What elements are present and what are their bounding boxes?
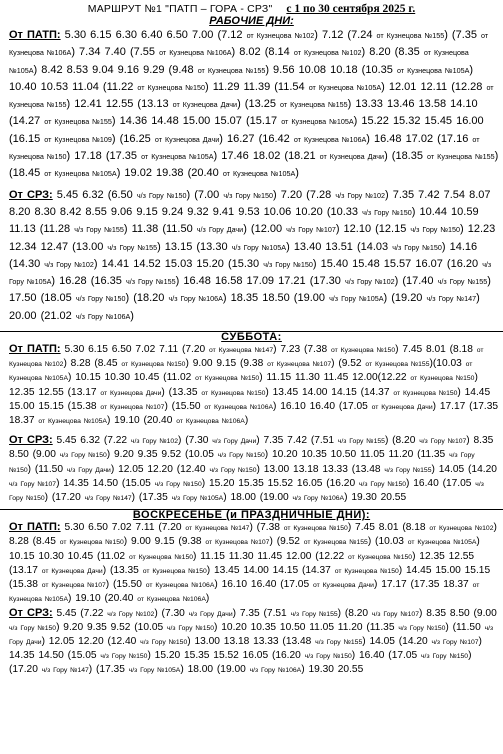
route-note: от Кузнецова №155	[197, 65, 266, 75]
route-note: ч/з Гору №155	[74, 225, 124, 235]
route-note: ч/з Гору №150	[75, 294, 126, 304]
route-note: ч/з Гору №150	[154, 480, 202, 488]
times-list: 5.45 (7.22 ч/з Гору №102) (7.30 ч/з Гору Дачи) 7.35 (7.51 ч/з Гору №155) (8.20 ч/з Гору №107) 8.35 8.50 (9.00 ч/з Гору №150) 9.20 9.35 9.52 (10.05 ч/з Гору №150) 10.20 10.35 10.50 11.05 11.20 (11.35 ч/з Гору №150) (11.50 ч/з Гору Дачи) 12.05 12.20 (12.40 ч/з Гору №150) 13.00 13.18 13.33 (13.48 ч/з Гору №155) 14.05 (14.20 ч/з Гору №107) 14.35 14.50 (15.05 ч/з Гору №150) 15.20 15.35 15.52 16.05 (16.20 ч/з Гору №150) 16.40 (17.05 ч/з Гору №150) (17.20 ч/з Гору №147) (17.35 ч/з Гору №105А) 18.00 (19.00 ч/з Гору №106А) 19.30 20.55	[9, 607, 497, 676]
route-note: от Кузнецова №102	[429, 525, 494, 533]
route-note: ч/з Гору №106А	[75, 311, 131, 321]
weekdays-from-srz	[0, 187, 503, 325]
times-list: 5.30 6.50 7.02 7.11 (7.20 от Кузнецова №147) (7.38 от Кузнецова №150) 7.45 8.01 (8.18 от Кузнецова №102) 8.28 (8.45 от Кузнецова №150) 9.00 9.15 (9.38 от Кузнецова №107) (9.52 от Кузнецова №155) (10.03 от Кузнецова №105А) 10.15 10.30 10.45 (11.02 от Кузнецова №150) 11.15 11.30 11.45 12.00 (12.22 от Кузнецова №150) 12.35 12.55 (13.17 от Кузнецова Дачи) (13.35 от Кузнецова №150) 13.45 14.00 14.15 (14.37 от Кузнецова №150) 14.45 15.00 15.15 (15.38 от Кузнецова №107) (15.50 от Кузнецова №106А) 16.10 16.40 (17.05 от Кузнецова Дачи) 17.17 (17.35 18.37 от Кузнецова №105А) 19.10 (20.40 от Кузнецова №106А)	[9, 522, 497, 605]
route-note: ч/з Гору №102	[335, 190, 385, 200]
route-note: от Кузнецова №105А	[396, 65, 470, 75]
route-note: от Кузнецова №106А	[145, 582, 215, 590]
route-note: от Кузнецова №155	[44, 117, 112, 127]
route-note: ч/з Гору №150	[217, 452, 265, 460]
route-note: ч/з Гору №105А	[171, 495, 224, 503]
route-note: ч/з Гору №150	[9, 480, 484, 503]
route-note: от Кузнецова №147	[185, 525, 250, 533]
route-note: от Кузнецова №155	[365, 361, 430, 369]
route-note: ч/з Гору №106А	[292, 495, 345, 503]
route-note: от Кузнецова №155	[303, 539, 368, 547]
route-note: от Кузнецова №105А	[38, 418, 107, 426]
route-note: ч/з Гору №150	[223, 190, 273, 200]
route-note: от Кузнецова Дачи	[100, 389, 162, 397]
route-note: от Кузнецова №105А	[407, 539, 477, 547]
route-note: от Кузнецова №106А	[293, 134, 367, 144]
route-note: ч/з Гору №155	[337, 438, 385, 446]
route-note: ч/з Гору №155	[107, 242, 158, 252]
times-list: 5.30 6.15 6.50 7.02 7.11 (7.20 от Кузнецова №147) 7.23 (7.38 от Кузнецова №150) 7.45 8.01 (8.18 от Кузнецова №102) 8.28 (8.45 от Кузнецова №150) 9.00 9.15 (9.38 от Кузнецова №107) (9.52 от Кузнецова №155)(10.03 от Кузнецова №105А) 10.15 10.30 10.45 (11.02 от Кузнецова №150) 11.15 11.30 11.45 12.00(12.22 от Кузнецова №150) 12.35 12.55 (13.17 от Кузнецова Дачи) (13.35 от Кузнецова №150) 13.45 14.00 14.15 (14.37 от Кузнецова №150) 14.45 15.00 15.15 (15.38 от Кузнецова №107) (15.50 от Кузнецова №106А) 16.10 16.40 (17.05 от Кузнецова Дачи) 17.17 (17.35 18.37 от Кузнецова №105А) 19.10 (20.40 от Кузнецова №106А)	[9, 344, 499, 427]
route-note: ч/з Гору №105А	[231, 242, 287, 252]
route-note: от Кузнецова №106А	[159, 48, 232, 58]
route-note: ч/з Гору №150	[209, 466, 257, 474]
route-note: ч/з Гору №107	[9, 480, 57, 488]
route-note: от Кузнецова Дачи	[319, 152, 385, 162]
route-note: ч/з Гору №150	[136, 190, 187, 200]
route-note: ч/з Гору №105А	[128, 667, 181, 675]
route-note: ч/з Гору №105А	[329, 294, 384, 304]
route-note: ч/з Гору №155	[437, 277, 488, 287]
route-note: от Кузнецова №150	[201, 389, 266, 397]
route-note: от Кузнецова №105А	[281, 117, 354, 127]
route-note: от Кузнецова №109	[44, 134, 112, 144]
route-note: ч/з Гору №150	[358, 480, 407, 488]
route-note: ч/з Гору №102	[344, 277, 395, 287]
stop-label: От СРЗ:	[9, 606, 53, 619]
route-note: от Кузнецова №106А	[9, 31, 489, 58]
route-note: ч/з Гору №102	[44, 259, 94, 269]
route-note: от Кузнецова №147	[209, 347, 274, 355]
route-note: ч/з Гору №150	[9, 624, 57, 632]
date-range: с 1 по 30 сентября 2025 г.	[286, 3, 416, 15]
route-note: от Кузнецова Дачи	[41, 567, 103, 575]
route-note: ч/з Гору №106А	[168, 294, 223, 304]
section-title-weekdays: РАБОЧИЕ ДНИ:	[209, 15, 294, 27]
route-note: ч/з Гору №147	[426, 294, 477, 304]
route-note: ч/з Гору №102	[130, 438, 178, 446]
route-note: от Кузнецова №150	[334, 567, 399, 575]
route-note: от Кузнецова №150	[137, 82, 206, 92]
sunday-from-srz	[0, 607, 503, 678]
stop-label: От ПАТП:	[9, 29, 61, 41]
times-list: 5.45 6.32 (7.22 ч/з Гору №102) (7.30 ч/з Гору Дачи) 7.35 7.42 (7.51 ч/з Гору №155) (8.20 ч/з Гору №107) 8.35 8.50 (9.00 ч/з Гору №150) 9.20 9.35 9.52 (10.05 ч/з Гору №150) 10.20 10.35 10.50 11.05 11.20 (11.35 ч/з Гору №150) (11.50 ч/з Гору Дачи) 12.05 12.20 (12.40 ч/з Гору №150) 13.00 13.18 13.33 (13.48 ч/з Гору №155) 14.05 (14.20 ч/з Гору №107) 14.35 14.50 (15.05 ч/з Гору №150) 15.20 15.35 15.52 16.05 (16.20 ч/з Гору №150) 16.40 (17.05 ч/з Гору №150) (17.20 ч/з Гору №147) (17.35 ч/з Гору №105А) 18.00 (19.00 ч/з Гору №106А) 19.30 20.55	[9, 435, 497, 504]
stop-label: От ПАТП:	[9, 343, 61, 356]
route-note: от Кузнецова №106А	[176, 418, 245, 426]
section-weekdays	[0, 16, 503, 331]
route-note: от Кузнецова №105А	[222, 169, 296, 179]
route-note: ч/з Гору №106А	[249, 667, 302, 675]
route-note: ч/з Гору №107	[286, 225, 336, 235]
route-note: от Кузнецова №155	[376, 31, 445, 40]
route-note: ч/з Гору №107	[431, 638, 479, 646]
times-list: 5.30 6.15 6.30 6.40 6.50 7.00 (7.12 от Кузнецова №102) 7.12 (7.24 от Кузнецова №155) (7.35 от Кузнецова №106А) 7.34 7.40 (7.55 от Кузнецова №106А) 8.02 (8.14 от Кузнецова №102) 8.20 (8.35 от Кузнецова №105А) 8.42 8.53 9.04 9.16 9.29 (9.48 от Кузнецова №155) 9.56 10.08 10.18 (10.35 от Кузнецова №105А) 10.40 10.53 11.04 (11.22 от Кузнецова №150) 11.29 11.39 (11.54 от Кузнецова №105А) 12.01 12.11 (12.28 от Кузнецова №155) 12.41 12.55 (13.13 от Кузнецова Дачи) (13.25 от Кузнецова №155) 13.33 13.46 13.58 14.10 (14.27 от Кузнецова №155) 14.36 14.48 15.00 15.07 (15.17 от Кузнецова №105А) 15.22 15.32 15.45 16.00 (16.15 от Кузнецова №109) (16.25 от Кузнецова Дачи) 16.27 (16.42 от Кузнецова №106А) 16.48 17.02 (17.16 от Кузнецова №150) 17.18 (17.35 от Кузнецова №105А) 17.46 18.02 (18.21 от Кузнецова Дачи) (18.35 от Кузнецова №155) (18.45 от Кузнецова №105А) 19.02 19.38 (20.40 от Кузнецова №105А)	[9, 29, 499, 180]
route-note: ч/з Гору №150	[362, 207, 412, 217]
saturday-from-srz	[0, 434, 503, 505]
route-note: ч/з Гору №155	[384, 466, 432, 474]
route-title: МАРШРУТ №1 "ПАТП – ГОРА - СРЗ"	[87, 3, 273, 15]
stop-label: От СРЗ:	[9, 188, 53, 201]
route-note: ч/з Гору Дачи	[66, 466, 111, 474]
route-note: ч/з Гору №150	[304, 653, 352, 661]
route-note: от Кузнецова №155	[427, 152, 495, 162]
route-note: ч/з Гору №102	[107, 610, 155, 618]
route-note: ч/з Гору Дачи	[9, 624, 494, 646]
route-note: ч/з Гору №147	[84, 495, 132, 503]
route-note: от Кузнецова №102	[293, 48, 362, 58]
route-note: от Кузнецова №150	[59, 539, 124, 547]
route-note: от Кузнецова №106А	[137, 596, 206, 604]
route-note: от Кузнецова №105А	[9, 48, 469, 75]
route-note: ч/з Гору №150	[392, 242, 442, 252]
route-note: от Кузнецова №105А	[141, 152, 214, 162]
route-note: от Кузнецова №107	[100, 403, 165, 411]
route-note: от Кузнецова №102	[246, 31, 315, 40]
route-note: от Кузнецова №105А	[9, 361, 473, 383]
route-note: ч/з Гору №150	[263, 259, 313, 269]
route-note: ч/з Гору №155	[315, 638, 363, 646]
route-note: ч/з Гору №147	[41, 667, 89, 675]
route-note: ч/з Гору №150	[9, 452, 475, 474]
route-note: ч/з Гору Дачи	[196, 225, 244, 235]
route-note: от Кузнецова №105А	[9, 582, 480, 604]
route-note: ч/з Гору №150	[398, 624, 446, 632]
saturday-from-patp	[0, 343, 503, 428]
route-note: от Кузнецова №107	[267, 361, 332, 369]
route-note: от Кузнецова №106А	[204, 403, 274, 411]
route-note: от Кузнецова №150	[195, 375, 260, 383]
route-note: от Кузнецова №105А	[308, 82, 382, 92]
route-note: ч/з Гору №107	[371, 610, 419, 618]
schedule-header	[0, 0, 503, 16]
route-note: от Кузнецова №150	[410, 375, 475, 383]
route-note: ч/з Гору №150	[59, 452, 107, 460]
route-note: от Кузнецова №155	[9, 82, 494, 110]
route-note: ч/з Гору №155	[290, 610, 338, 618]
route-note: от Кузнецова №102	[9, 347, 484, 369]
route-note: от Кузнецова №150	[9, 134, 480, 162]
route-note: ч/з Гору №105А	[9, 259, 492, 287]
route-note: ч/з Гору №150	[100, 653, 148, 661]
route-note: от Кузнецова №150	[121, 361, 186, 369]
route-note: от Кузнецова №105А	[44, 169, 117, 179]
section-title-saturday: СУББОТА:	[221, 331, 282, 344]
times-list: 5.45 6.32 (6.50 ч/з Гору №150) (7.00 ч/з Гору №150) 7.20 (7.28 ч/з Гору №102) 7.35 7.42 7.54 8.07 8.20 8.30 8.42 8.55 9.06 9.15 9.24 9.32 9.41 9.53 10.06 10.20 (10.33 ч/з Гору №150) 10.44 10.59 11.13 (11.28 ч/з Гору №155) 11.38 (11.50 ч/з Гору Дачи) (12.00 ч/з Гору №107) 12.10 (12.15 ч/з Гору №150) 12.23 12.34 12.47 (13.00 ч/з Гору №155) 13.15 (13.30 ч/з Гору №105А) 13.40 13.51 (14.03 ч/з Гору №150) 14.16 (14.30 ч/з Гору №102) 14.41 14.52 15.03 15.20 (15.30 ч/з Гору №150) 15.40 15.48 15.57 16.07 (16.20 ч/з Гору №105А) 16.28 (16.35 ч/з Гору №155) 16.48 16.58 17.09 17.21 (17.30 ч/з Гору №102) (17.40 ч/з Гору №155) 17.50 (18.05 ч/з Гору №150) (18.20 ч/з Гору №106А) 18.35 18.50 (19.00 ч/з Гору №105А) (19.20 ч/з Гору №147) 20.00 (21.02 ч/з Гору №106А)	[9, 188, 496, 322]
sunday-from-patp	[0, 521, 503, 606]
route-note: от Кузнецова №150	[283, 525, 348, 533]
route-note: ч/з Гору №150	[140, 638, 188, 646]
route-note: ч/з Гору №150	[421, 653, 469, 661]
section-sunday	[0, 509, 503, 677]
route-note: от Кузнецова Дачи	[154, 134, 220, 144]
route-note: ч/з Гору №150	[166, 624, 215, 632]
route-note: ч/з Гору №155	[125, 277, 176, 287]
route-note: от Кузнецова №107	[41, 582, 106, 590]
section-saturday	[0, 331, 503, 509]
route-note: от Кузнецова №150	[142, 567, 207, 575]
route-note: от Кузнецова №155	[280, 100, 348, 110]
route-note: от Кузнецова Дачи	[312, 582, 374, 590]
section-title-sunday: ВОСКРЕСЕНЬЕ (и ПРАЗДНИЧНЫЕ ДНИ):	[132, 509, 371, 522]
route-note: ч/з Гору №150	[410, 225, 461, 235]
stop-label: От СРЗ:	[9, 434, 53, 447]
route-note: от Кузнецова №150	[393, 389, 458, 397]
weekdays-from-patp	[0, 27, 503, 183]
route-note: от Кузнецова №150	[128, 553, 194, 561]
route-note: ч/з Гору №107	[419, 438, 467, 446]
route-note: от Кузнецова Дачи	[172, 100, 238, 110]
route-note: от Кузнецова №150	[331, 347, 396, 355]
route-note: от Кузнецова №107	[205, 539, 270, 547]
route-note: от Кузнецова №150	[347, 553, 413, 561]
stop-label: От ПАТП:	[9, 521, 61, 534]
route-note: ч/з Гору Дачи	[188, 610, 233, 618]
route-note: от Кузнецова Дачи	[371, 403, 433, 411]
route-note: ч/з Гору Дачи	[212, 438, 257, 446]
